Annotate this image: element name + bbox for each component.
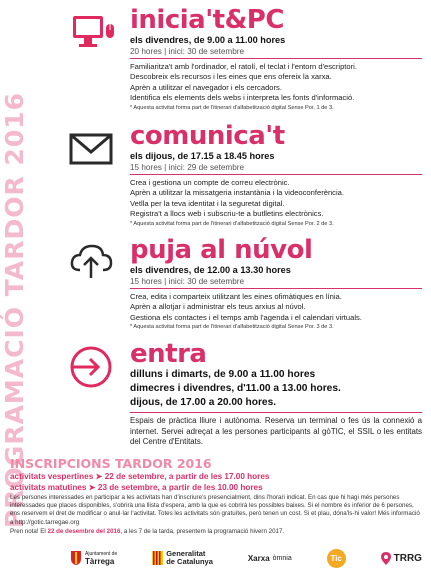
desc-line: Vetlla per la teva identitat i la seguretat digital. bbox=[130, 198, 285, 208]
arrow-icon: ➤ bbox=[88, 483, 96, 492]
location-pin-icon bbox=[381, 552, 391, 565]
enter-arrow-icon bbox=[68, 344, 114, 390]
desc-line: Crea, edita i comparteix utilitzant les eines ofimàtiques en línia. bbox=[130, 292, 342, 301]
morning-line bbox=[10, 482, 424, 493]
section-meta: 15 hores | inici: 29 de setembre bbox=[130, 162, 422, 175]
inscriptions-title: INSCRIPCIONS TARDOR 2016 bbox=[10, 456, 212, 471]
inscriptions-block bbox=[10, 456, 424, 536]
section-meta: 15 hores | inici: 30 de setembre bbox=[130, 276, 422, 289]
section-title: entra bbox=[130, 339, 207, 369]
cloud-upload-icon bbox=[68, 238, 114, 284]
tic-badge: Tic bbox=[327, 549, 346, 568]
generalitat-line1: Generalitat bbox=[166, 549, 206, 558]
section-schedule: dilluns i dimarts, de 9.00 a 11.00 hores bbox=[130, 369, 316, 380]
omnia-text: òmnia bbox=[272, 554, 292, 562]
side-title: PROGRAMACIÓ TARDOR 2016 bbox=[0, 91, 29, 529]
footer-pre: Pren nota! El bbox=[10, 527, 48, 535]
section-schedule: els dijous, de 17.15 a 18.45 hores bbox=[130, 151, 275, 161]
footer-post: , a les 7 de la tarda, presentem la programació hivern 2017. bbox=[120, 527, 285, 535]
section-comunicat bbox=[130, 122, 422, 228]
section-schedule: els divendres, de 12.00 a 13.30 hores bbox=[130, 265, 291, 275]
desc-line: Identifica els elements dels webs i interpreta les fonts d'informació. bbox=[130, 93, 355, 103]
logo-generalitat bbox=[152, 550, 213, 566]
section-title: inicia't&PC bbox=[130, 5, 284, 35]
computer-icon bbox=[70, 10, 116, 56]
section-puja-al-nuvol bbox=[130, 236, 422, 331]
logos-bar bbox=[70, 542, 422, 574]
desc-line: Aprèn a utilitzar el navegador i els cercadors. bbox=[130, 82, 282, 92]
arrow-icon: ➤ bbox=[95, 472, 103, 481]
inscriptions-footer bbox=[10, 528, 424, 536]
desc-line: Gestiona els contactes i el temps amb l'agenda i el calendari virtuals. bbox=[130, 312, 362, 322]
ajuntament-line2: Tàrrega bbox=[85, 557, 115, 566]
generalitat-line2: de Catalunya bbox=[166, 557, 213, 566]
morning-date: 23 de setembre, a partir de les 10.00 hores bbox=[97, 483, 263, 492]
desc-line: Registra't a llocs web i subscriu-te a butlletins electrònics. bbox=[130, 209, 324, 219]
section-schedule: dimecres i divendres, d'11.00 a 13.00 hores. bbox=[130, 383, 341, 394]
section-schedule: els divendres, de 9.00 a 11.00 hores bbox=[130, 35, 286, 45]
section-entra bbox=[130, 340, 422, 448]
section-meta: 20 hores | inici: 30 de setembre bbox=[130, 46, 422, 59]
desc-line: Aprèn a allotjar i administrar els teus arxius al núvol. bbox=[130, 302, 306, 312]
footer-date: 22 de desembre del 2016 bbox=[47, 527, 121, 535]
desc-line: Aprèn a utilitzar la missatgeria instantània i la videoconferència. bbox=[130, 188, 345, 198]
evening-line bbox=[10, 471, 424, 482]
section-note: * Aquesta activitat forma part de l'itinerari d'alfabetització digital Sense Por. 1 de 3. bbox=[130, 104, 334, 111]
desc-line: Descobreix els recursos i les eines que ens ofereix la xarxa. bbox=[130, 72, 332, 82]
section-title: comunica't bbox=[130, 121, 285, 151]
evening-label: activitats vespertines bbox=[10, 472, 94, 481]
section-description: Espais de pràctica lliure i autònoma. Reserva un terminal o fes ús la connexió a internet. Servei adreçat a les persones participants al gòTIC, el SSIL o les entitats del Centre d'Entitats. bbox=[130, 416, 422, 447]
generalitat-flag-icon bbox=[152, 551, 163, 565]
trrg-text: TRRG bbox=[393, 552, 422, 564]
section-note: * Aquesta activitat forma part de l'itinerari d'alfabetització digital Sense Por. 2 de 3. bbox=[130, 220, 334, 227]
logo-tic bbox=[327, 549, 346, 568]
desc-line: Familiaritza't amb l'ordinador, el ratolí, el teclat i l'entorn d'escriptori. bbox=[130, 62, 357, 71]
section-iniciat-pc bbox=[130, 6, 422, 112]
evening-date: 22 de setembre, a partir de les 17.00 hores bbox=[104, 472, 270, 481]
envelope-icon bbox=[68, 126, 114, 172]
morning-label: activitats matutines bbox=[10, 483, 87, 492]
desc-line: Crea i gestiona un compte de correu electrònic. bbox=[130, 178, 290, 187]
xarxa-text: Xarxa bbox=[247, 553, 270, 563]
section-title: puja al núvol bbox=[130, 235, 313, 265]
shield-icon bbox=[70, 550, 82, 566]
logo-ajuntament bbox=[70, 550, 117, 566]
ajuntament-line1: Ajuntament de bbox=[85, 551, 118, 557]
section-schedule: dijous, de 17.00 a 20.00 hores. bbox=[130, 396, 422, 413]
logo-xarxa-omnia bbox=[248, 554, 292, 563]
section-note: * Aquesta activitat forma part de l'itinerari d'alfabetització digital Sense Por. 3 de 3. bbox=[130, 324, 334, 331]
inscriptions-info: Les persones interessades en participar a les activitats han d'inscriure's presencialment, dins l'horari indicat. En cas que hi hagi més persones interessades que places disponibles, s'obrirà una llista d'espera, amb la que es cobrirà les possibles baixes. Si el nombre és inferior de 6 persones, ens reservem el dret de modificar o anul·lar l'activitat. Totes les activitats són gratuïtes, però tenen un cost. Si et plau, dóna'ls-hi valor! Més informació a http://gotic.tarregae.org bbox=[10, 494, 420, 526]
logo-trrg bbox=[381, 552, 422, 565]
